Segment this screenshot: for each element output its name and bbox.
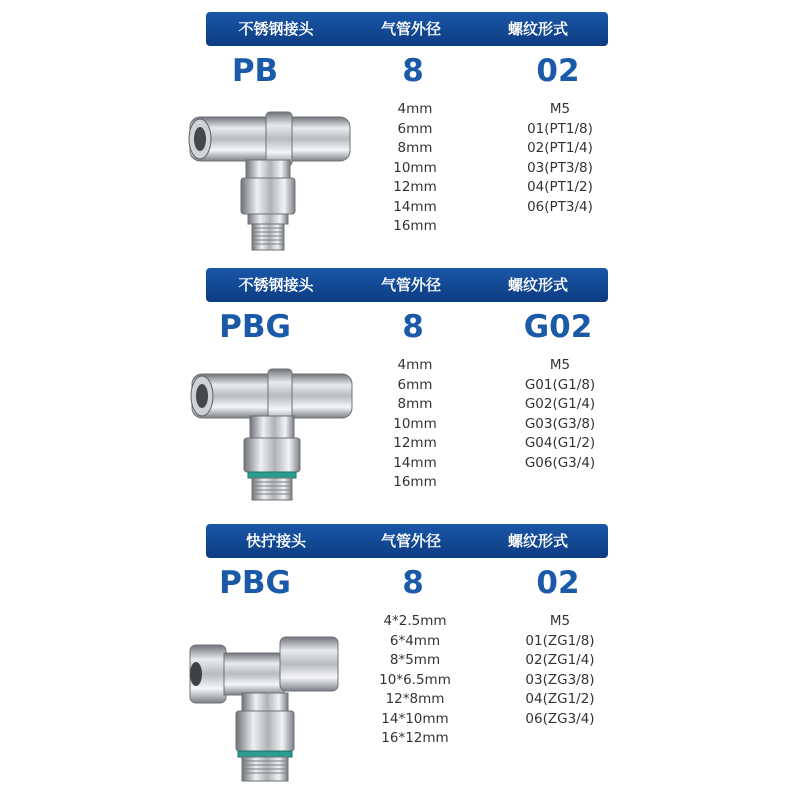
spec-header-bar [206,524,608,558]
header-thread-label: 螺纹形式 [507,20,568,38]
thread-type-list [490,100,630,217]
thread-type-item: G01(G1/8) [524,376,596,393]
model-code: PB [231,53,279,89]
thread-code: G02 [523,309,593,345]
thread-type-item: G03(G3/8) [524,415,596,432]
tee-fitting-pbg-image [180,356,360,516]
tube-size-item: 14*10mm [381,710,449,727]
tube-size-item: 14mm [393,454,437,471]
tube-size-item: 6mm [397,120,433,137]
model-code: PBG [219,309,291,345]
spec-header-bar [206,12,608,46]
header-thread-label: 螺纹形式 [507,276,568,294]
tube-size-item: 10mm [393,159,437,176]
tube-size-item: 6mm [397,376,433,393]
tube-size-item: 16*12mm [381,730,449,746]
thread-type-item: M5 [549,357,571,373]
thread-type-item: 01(ZG1/8) [525,632,595,649]
thread-code: 02 [536,53,580,89]
tube-size-item: 16mm [393,218,437,234]
thread-type-item: 03(ZG3/8) [525,671,595,688]
thread-type-item: M5 [549,613,571,629]
thread-type-item: 03(PT3/8) [527,159,593,176]
thread-type-item: 04(PT1/2) [527,179,593,195]
tube-size-item: 10*6.5mm [379,671,451,688]
thread-type-item: M5 [549,101,571,117]
thread-type-item: 06(PT3/4) [527,198,593,215]
tube-size-item: 4mm [397,357,433,373]
header-type-label: 不锈钢接头 [238,276,314,294]
thread-type-item: G02(G1/4) [524,396,596,412]
thread-type-item: 06(ZG3/4) [525,710,595,727]
thread-type-item: 02(PT1/4) [527,140,593,156]
tube-size-item: 8mm [397,396,433,412]
tube-size-item: 8*5mm [389,652,441,668]
thread-type-item: 02(ZG1/4) [525,652,595,668]
tee-fitting-pb-image [180,100,360,260]
tube-size-item: 12mm [393,179,437,195]
product-section-pbg-g [0,256,800,516]
thread-type-list [490,612,630,729]
thread-type-list [490,356,630,473]
tube-size-item: 14mm [393,198,437,215]
tube-size-list [350,356,480,493]
tube-size-item: 4*2.5mm [383,613,447,629]
tube-size-item: 4mm [397,101,433,117]
thread-type-item: G04(G1/2) [524,435,596,451]
model-code: PBG [219,565,291,601]
spec-header-bar [206,268,608,302]
product-section-quick-twist [0,512,800,772]
thread-type-item: 04(ZG1/2) [525,691,595,707]
tube-size-list [350,612,480,749]
product-section-pb [0,0,800,260]
header-tube-label: 气管外径 [380,20,441,38]
quick-twist-tee-fitting-image [180,620,360,790]
tube-size-item: 6*4mm [389,632,441,649]
tube-code: 8 [402,309,424,345]
tube-code: 8 [402,565,424,601]
tube-size-item: 10mm [393,415,437,432]
thread-type-item: 01(PT1/8) [527,120,593,137]
tube-size-item: 8mm [397,140,433,156]
tube-size-item: 12mm [393,435,437,451]
tube-size-item: 12*8mm [385,691,445,707]
thread-type-item: G06(G3/4) [524,454,596,471]
header-type-label: 不锈钢接头 [238,20,314,38]
header-thread-label: 螺纹形式 [507,532,568,550]
header-type-label: 快拧接头 [245,532,306,550]
header-tube-label: 气管外径 [380,532,441,550]
thread-code: 02 [536,565,580,601]
tube-size-list [350,100,480,237]
tube-size-item: 16mm [393,474,437,490]
header-tube-label: 气管外径 [380,276,441,294]
tube-code: 8 [402,53,424,89]
